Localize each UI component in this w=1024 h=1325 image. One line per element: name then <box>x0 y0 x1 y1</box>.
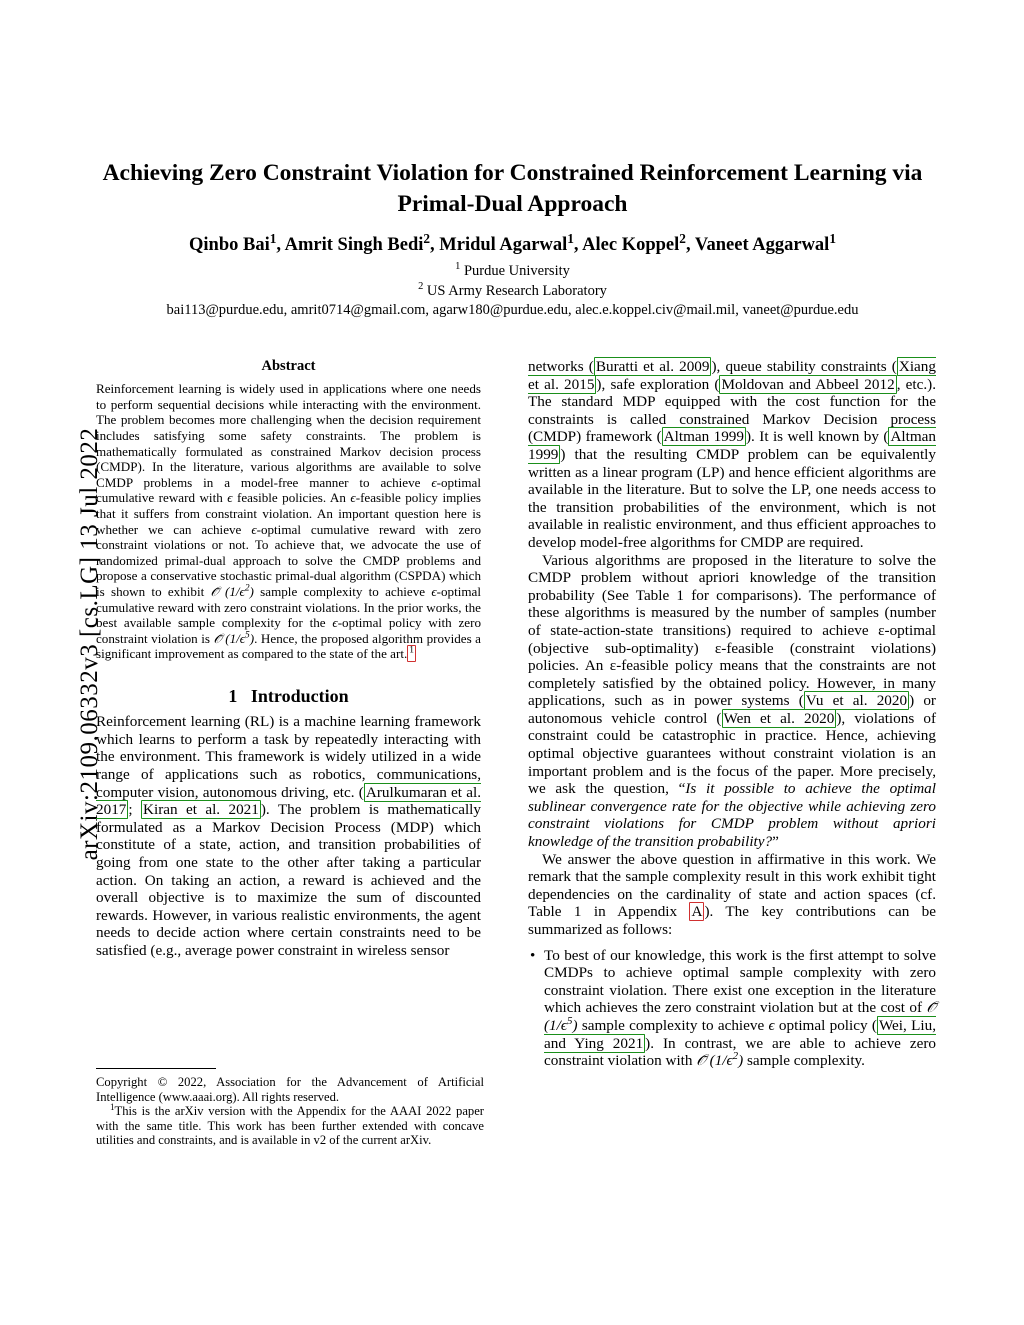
section-1-title: Introduction <box>250 685 349 706</box>
page-title: Achieving Zero Constraint Violation for Constrained Reinforcement Learning via Primal-Dual Approach <box>102 160 923 217</box>
citation-buratti[interactable]: Buratti et al. 2009 <box>595 358 710 375</box>
rc-p2-b: ) or autonomous vehicle control ( <box>528 692 936 727</box>
abstract-body: Reinforcement learning is widely used in applications where one needs to perform sequential decisions while interacting with the environment. The problem becomes more challenging when the decision requirement includes satisfying some safety constraints. The problem is mathematically formulated as constrained Markov decision process (CMDP). In the literature, various algorithms are available to solve CMDP problems in a model-free manner to achieve ϵ-optimal cumulative reward with ϵ feasible policies. An ϵ-feasible policy implies that it suffers from constraint violation. An important question here is whether we can achieve ϵ-optimal cumulative reward with zero constraint violations or not. To achieve that, we advocate the use of randomized primal-dual approach to solve the CMDP problems and propose a conservative stochastic primal-dual algorithm (CSPDA) which is shown to exhibit 𝒪̃ $(1/\epsilon^2)$ sample complexity to achieve ϵ-optimal cumulative reward with zero constraint violations. In the prior works, the best available sample complexity for the ϵ-optimal policy with zero constraint violation is 𝒪̃ $(1/\epsilon^5)$. Hence, the proposed algorithm provides a significant improvement as compared to the state of the art. $^1$ <box>96 381 482 662</box>
affiliations <box>90 262 935 301</box>
section-1-number: 1 <box>228 685 238 706</box>
paragraph <box>528 851 936 939</box>
intro-text-b: ). The problem is mathematically formulated as a Markov Decision Process (MDP) which constitute of a state, action, and transition probabilities of going from one state to the other after taking a particular action. On taking an action, a reward is achieved and the overall objective is to maximize the sum of discounted rewards. However, in various realistic environments, the agent needs to decide action where certain constraints need to be satisfied (e.g., average power constraint in wireless sensor <box>96 801 481 959</box>
citation-altman-2[interactable]: Altman 1999 <box>528 428 936 463</box>
paragraph: Reinforcement learning (RL) is a machine learning framework which learns to perform a task by repeatedly interacting with the environment. This framework is widely utilized in a wide range of applications such as robotics, communications, computer vision, autonomous driving, etc. ( Arulkumaran et al. 2017 ; Kiran et al. 2021 ). The problem is mathematically formulated as a Markov Decision Process (MDP) which constitute of a state, action, and transition probabilities of going from one state to the other after taking a particular action. On taking an action, a reward is achieved and the overall objective is to maximize the sum of discounted rewards. However, in various realistic environments, the agent needs to decide action where certain constraints need to be satisfied (e.g., average power constraint in wireless sensor <box>96 713 481 959</box>
citation-altman-1[interactable]: Altman 1999 <box>663 428 744 446</box>
author-emails: bai113@purdue.edu, amrit0714@gmail.com, agarw180@purdue.edu, alec.e.koppel.civ@mail.mil, vaneet@purdue.edu <box>166 302 859 318</box>
contributions-list <box>528 947 936 1070</box>
rc-p2-c: ), violations of constraint could be catastrophic in practice. Hence, achieving optimal objective guarantees without constraint violation is an important problem and is the focus of the paper. More precisely, we ask the question, “ <box>528 709 936 798</box>
section-1-heading <box>96 685 481 706</box>
rc-p3-b: ). The key contributions can be summarized as follows: <box>528 903 936 938</box>
citation-vu[interactable]: Vu et al. 2020 <box>805 692 908 710</box>
rc-p1-d: , etc.). The standard MDP equipped with the cost function for the constraints is called constrained Markov Decision process (CMDP) framework ( <box>528 375 936 446</box>
footnote-1-text: $^1$This is the arXiv version with the Appendix for the AAAI 2022 paper with the same title. This work has been further extended with concave utilities and constraints, and is available in v2 of the current arXiv. <box>96 1102 484 1148</box>
affiliation-2: $^2$ US Army Research Laboratory <box>418 280 607 299</box>
rc-p2-d: ” <box>772 833 779 851</box>
arxiv-stamp: arXiv:2109.06332v3 [cs.LG] 13 Jul 2022 <box>76 427 103 861</box>
link-appendix-a[interactable]: A <box>691 903 703 921</box>
citation-wen[interactable]: Wen et al. 2020 <box>723 709 835 727</box>
rc-p1-c: ), safe exploration ( <box>596 375 720 393</box>
rc-p1-f: ) that the resulting CMDP problem can be equivalently written as a linear program (LP) and hence efficient algorithms are available in the literature. But to solve the LP, one needs access to the transition probabilities of the environment, which is not available in realistic environment, and thus efficient approaches to develop model-free algorithms for CMDP are required. <box>528 445 936 551</box>
intro-text-a: Reinforcement learning (RL) is a machine learning framework which learns to perform a task by repeatedly interacting with the environment. This framework is widely utilized in a wide range of applications such as robotics, communications, computer vision, autonomous driving, etc. ( <box>96 713 481 801</box>
abstract-heading: Abstract <box>261 358 316 374</box>
footnote-marker-1[interactable]: 1 <box>407 645 416 662</box>
rc-p1-e: ). It is well known by ( <box>746 428 889 446</box>
footnote-copyright <box>96 1075 484 1148</box>
right-column <box>528 358 936 1074</box>
footnotes <box>96 1068 484 1148</box>
citation-arulkumaran[interactable]: Arulkumaran et al. 2017 <box>96 783 481 819</box>
rc-p2-a: Various algorithms are proposed in the literature to solve the CMDP problem without apriori knowledge of the transition probability (See Table 1 for comparisons). The performance of these algorithms is measured by the number of samples (number of state-action-state transitions) required to achieve ε-optimal (objective sub-optimality) ε-feasible (constraint violations) policies. An ε-feasible policy means that the constraints are not completely satisfied by the obtained policy. However, in many applications, such as in power systems ( <box>528 551 936 710</box>
author-list: Qinbo Bai$^1$, Amrit Singh Bedi$^2$, Mridul Agarwal$^1$, Alec Koppel$^2$, Vaneet Aggarwal$^1$ <box>189 230 836 255</box>
affiliation-1: $^1$ Purdue University <box>455 261 570 279</box>
paragraph <box>528 552 936 851</box>
list-item: • To best of our knowledge, this work is the first attempt to solve CMDPs to achieve optimal sample complexity with zero constraint violation. There exist one exception in the literature which achieves the zero constraint violation but at the cost of 𝒪̃ $(1/\epsilon^5)$ sample complexity to achieve ϵ optimal policy ( Wei, Liu, and Ying 2021 ). In contrast, we are able to achieve zero constraint violation with 𝒪̃ $(1/\epsilon^2)$ sample complexity. <box>528 947 936 1070</box>
rc-p1-a: networks ( <box>528 358 594 375</box>
citation-moldovan[interactable]: Moldovan and Abbeel 2012 <box>721 375 895 393</box>
citation-kiran[interactable]: Kiran et al. 2021 <box>143 801 259 819</box>
rc-p1-b: ), queue stability constraints ( <box>711 358 897 375</box>
footnote-copyright-text: Copyright © 2022, Association for the Advancement of Artificial Intelligence (www.aaai.org). All rights reserved. <box>96 1075 484 1104</box>
section-1-body <box>96 713 481 959</box>
citation-wei[interactable]: Wei, Liu, and Ying 2021 <box>544 1016 936 1052</box>
quoted-question: Is it possible to achieve the optimal sublinear convergence rate for the objective while achieving zero constraint violations for CMDP problem without apriori knowledge of the transition probability? <box>528 780 936 851</box>
citation-xiang[interactable]: Xiang et al. 2015 <box>528 358 936 393</box>
left-column <box>96 358 481 960</box>
footnote-divider <box>96 1068 216 1069</box>
right-column-body <box>528 358 936 1070</box>
rc-p3-a: We answer the above question in affirmative in this work. We remark that the sample complexity result in this work exhibit tight dependencies on the cardinality of state and action spaces (cf. Table 1 in Appendix <box>528 850 936 921</box>
paragraph <box>528 358 936 552</box>
